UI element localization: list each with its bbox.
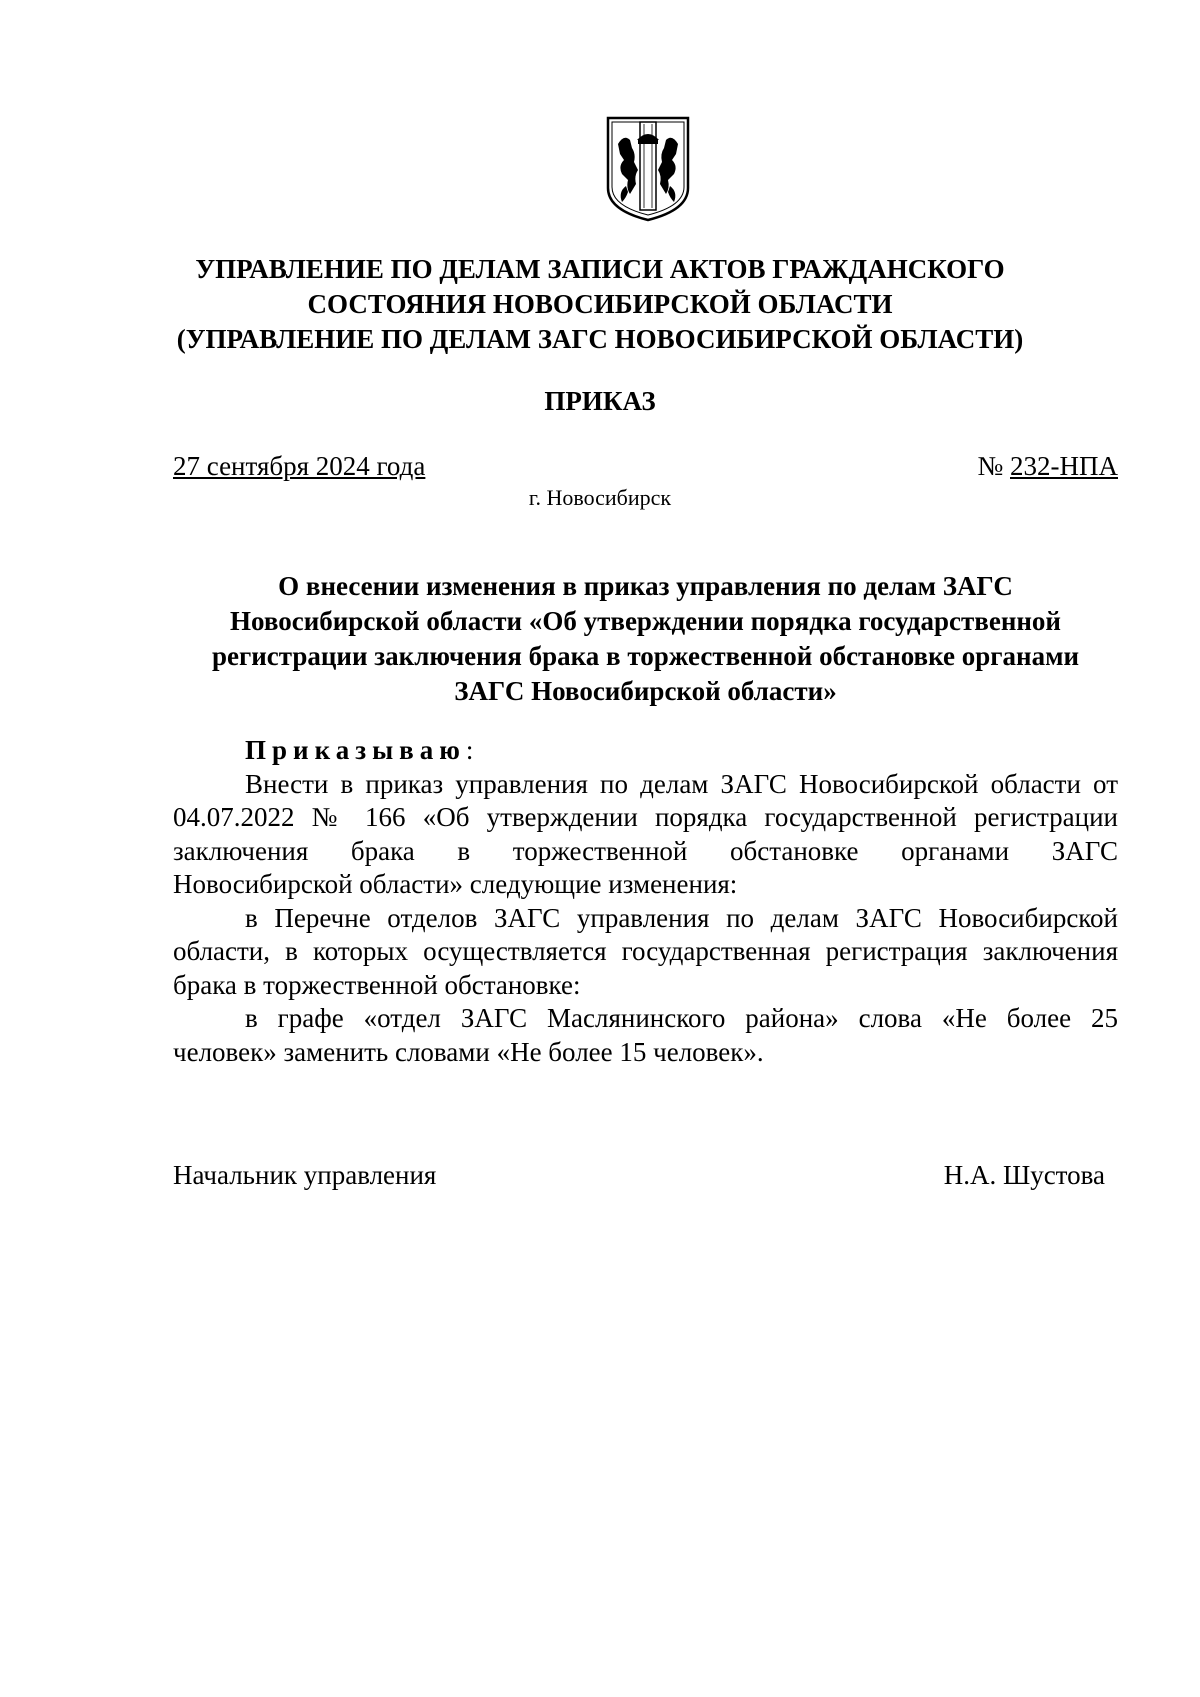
subject-line-2: Новосибирской области «Об утверждении порядка государственной <box>229 606 1061 636</box>
order-word <box>173 734 1118 768</box>
subject-line-4: ЗАГС Новосибирской области» <box>454 676 837 706</box>
paragraph-2-line-2: области, в которых осуществляется государственная регистрация заключения <box>173 936 1118 966</box>
organization-name <box>150 252 1050 357</box>
subject-line-3: регистрации заключения брака в торжественной обстановке органами <box>211 641 1080 671</box>
subject-line-1: О внесении изменения в приказ управления по делам ЗАГС <box>278 571 1013 601</box>
document-type: ПРИКАЗ <box>544 386 656 416</box>
paragraph-1-line-4: Новосибирской области» следующие изменения: <box>173 869 738 899</box>
number-value: 232-НПА <box>1010 451 1118 481</box>
signatory-name: Н.А. Шустова <box>943 1160 1105 1190</box>
paragraph-1-line-3: заключения брака в торжественной обстановке органами ЗАГС <box>173 835 1118 866</box>
order-colon: : <box>465 735 474 765</box>
paragraph-1-line-1: Внести в приказ управления по делам ЗАГС Новосибирской области от <box>245 768 1118 799</box>
number-prefix: № <box>977 451 1010 481</box>
paragraph-2-line-3: брака в торжественной обстановке: <box>173 969 581 1000</box>
org-line-2: СОСТОЯНИЯ НОВОСИБИРСКОЙ ОБЛАСТИ <box>307 289 893 319</box>
document-subject <box>173 569 1118 709</box>
order-word-text: Приказываю <box>245 735 466 765</box>
paragraph-3-line-1: в графе «отдел ЗАГС Маслянинского района» слова «Не более 25 <box>245 1003 1118 1033</box>
org-line-3: (УПРАВЛЕНИЕ ПО ДЕЛАМ ЗАГС НОВОСИБИРСКОЙ ОБЛАСТИ) <box>176 324 1024 354</box>
paragraph-1-line-2: 04.07.2022 № 166 «Об утверждении порядка государственной регистрации <box>173 802 1118 832</box>
document-date: 27 сентября 2024 года <box>173 451 426 481</box>
paragraph-2-line-1: в Перечне отделов ЗАГС управления по делам ЗАГС Новосибирской <box>245 902 1118 933</box>
org-line-1: УПРАВЛЕНИЕ ПО ДЕЛАМ ЗАПИСИ АКТОВ ГРАЖДАНСКОГО <box>195 254 1005 284</box>
document-number <box>977 449 1118 484</box>
novosibirsk-coat-of-arms-icon <box>604 114 692 222</box>
signatory-position: Начальник управления <box>173 1160 437 1190</box>
paragraph-3-line-2: человек» заменить словами «Не более 15 человек». <box>173 1036 764 1067</box>
document-body <box>173 734 1118 1069</box>
document-city: г. Новосибирск <box>528 485 672 510</box>
